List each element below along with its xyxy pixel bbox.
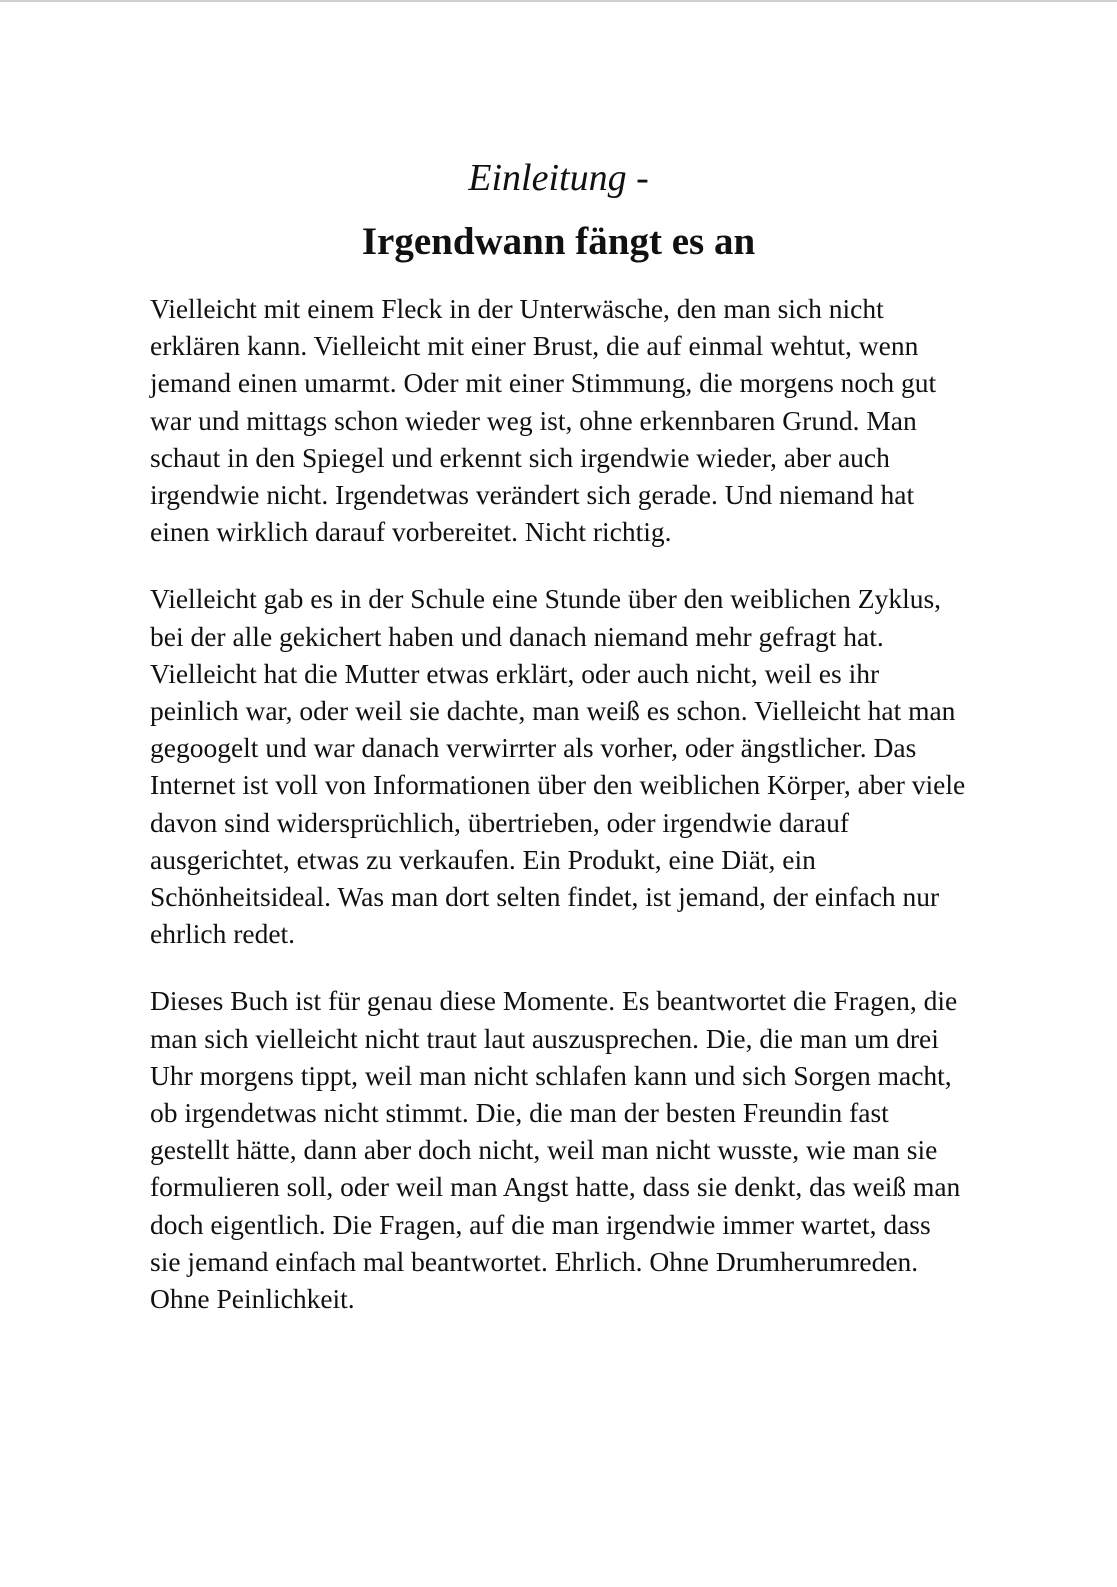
chapter-label: Einleitung - — [468, 157, 649, 199]
paragraph-1: Vielleicht mit einem Fleck in der Unterwäsche, den man sich nicht erklären kann. Vielleicht mit einer Brust, die auf einmal wehtut, wenn jemand einen umarmt. Oder mit einer Stimmung, die morgens noch gut war und mittags schon wieder weg ist, ohne erkennbaren Grund. Man schaut in den Spiegel und erkennt sich irgendwie wieder, aber auch irgendwie nicht. Irgendetwas verändert sich gerade. Und niemand hat einen wirklich darauf vorbereitet. Nicht richtig. — [150, 293, 937, 548]
paragraph-2: Vielleicht gab es in der Schule eine Stunde über den weiblichen Zyklus, bei der alle gekichert haben und danach niemand mehr gefragt hat. Vielleicht hat die Mutter etwas erklärt, oder auch nicht, weil es ihr peinlich war, oder weil sie dachte, man weiß es schon. Vielleicht hat man gegoogelt und war danach verwirrter als vorher, oder ängstlicher. Das Internet ist voll von Informationen über den weiblichen Körper, aber viele davon sind widersprüchlich, übertrieben, oder irgendwie darauf ausgerichtet, etwas zu verkaufen. Ein Produkt, eine Diät, ein Schönheitsideal. Was man dort selten findet, ist jemand, der einfach nur ehrlich redet. — [150, 583, 966, 950]
chapter-title: Irgendwann fängt es an — [361, 220, 756, 263]
body-text — [150, 290, 967, 1317]
paragraph-3: Dieses Buch ist für genau diese Momente. Es beantwortet die Fragen, die man sich vielleicht nicht traut laut auszusprechen. Die, die man um drei Uhr morgens tippt, weil man nicht schlafen kann und sich Sorgen macht, ob irgendetwas nicht stimmt. Die, die man der besten Freundin fast gestellt hätte, dann aber doch nicht, weil man nicht wusste, wie man sie formulieren soll, oder weil man Angst hatte, dass sie denkt, das weiß man doch eigentlich. Die Fragen, auf die man irgendwie immer wartet, dass sie jemand einfach mal beantwortet. Ehrlich. Ohne Drumherumreden. Ohne Peinlichkeit. — [150, 985, 961, 1315]
